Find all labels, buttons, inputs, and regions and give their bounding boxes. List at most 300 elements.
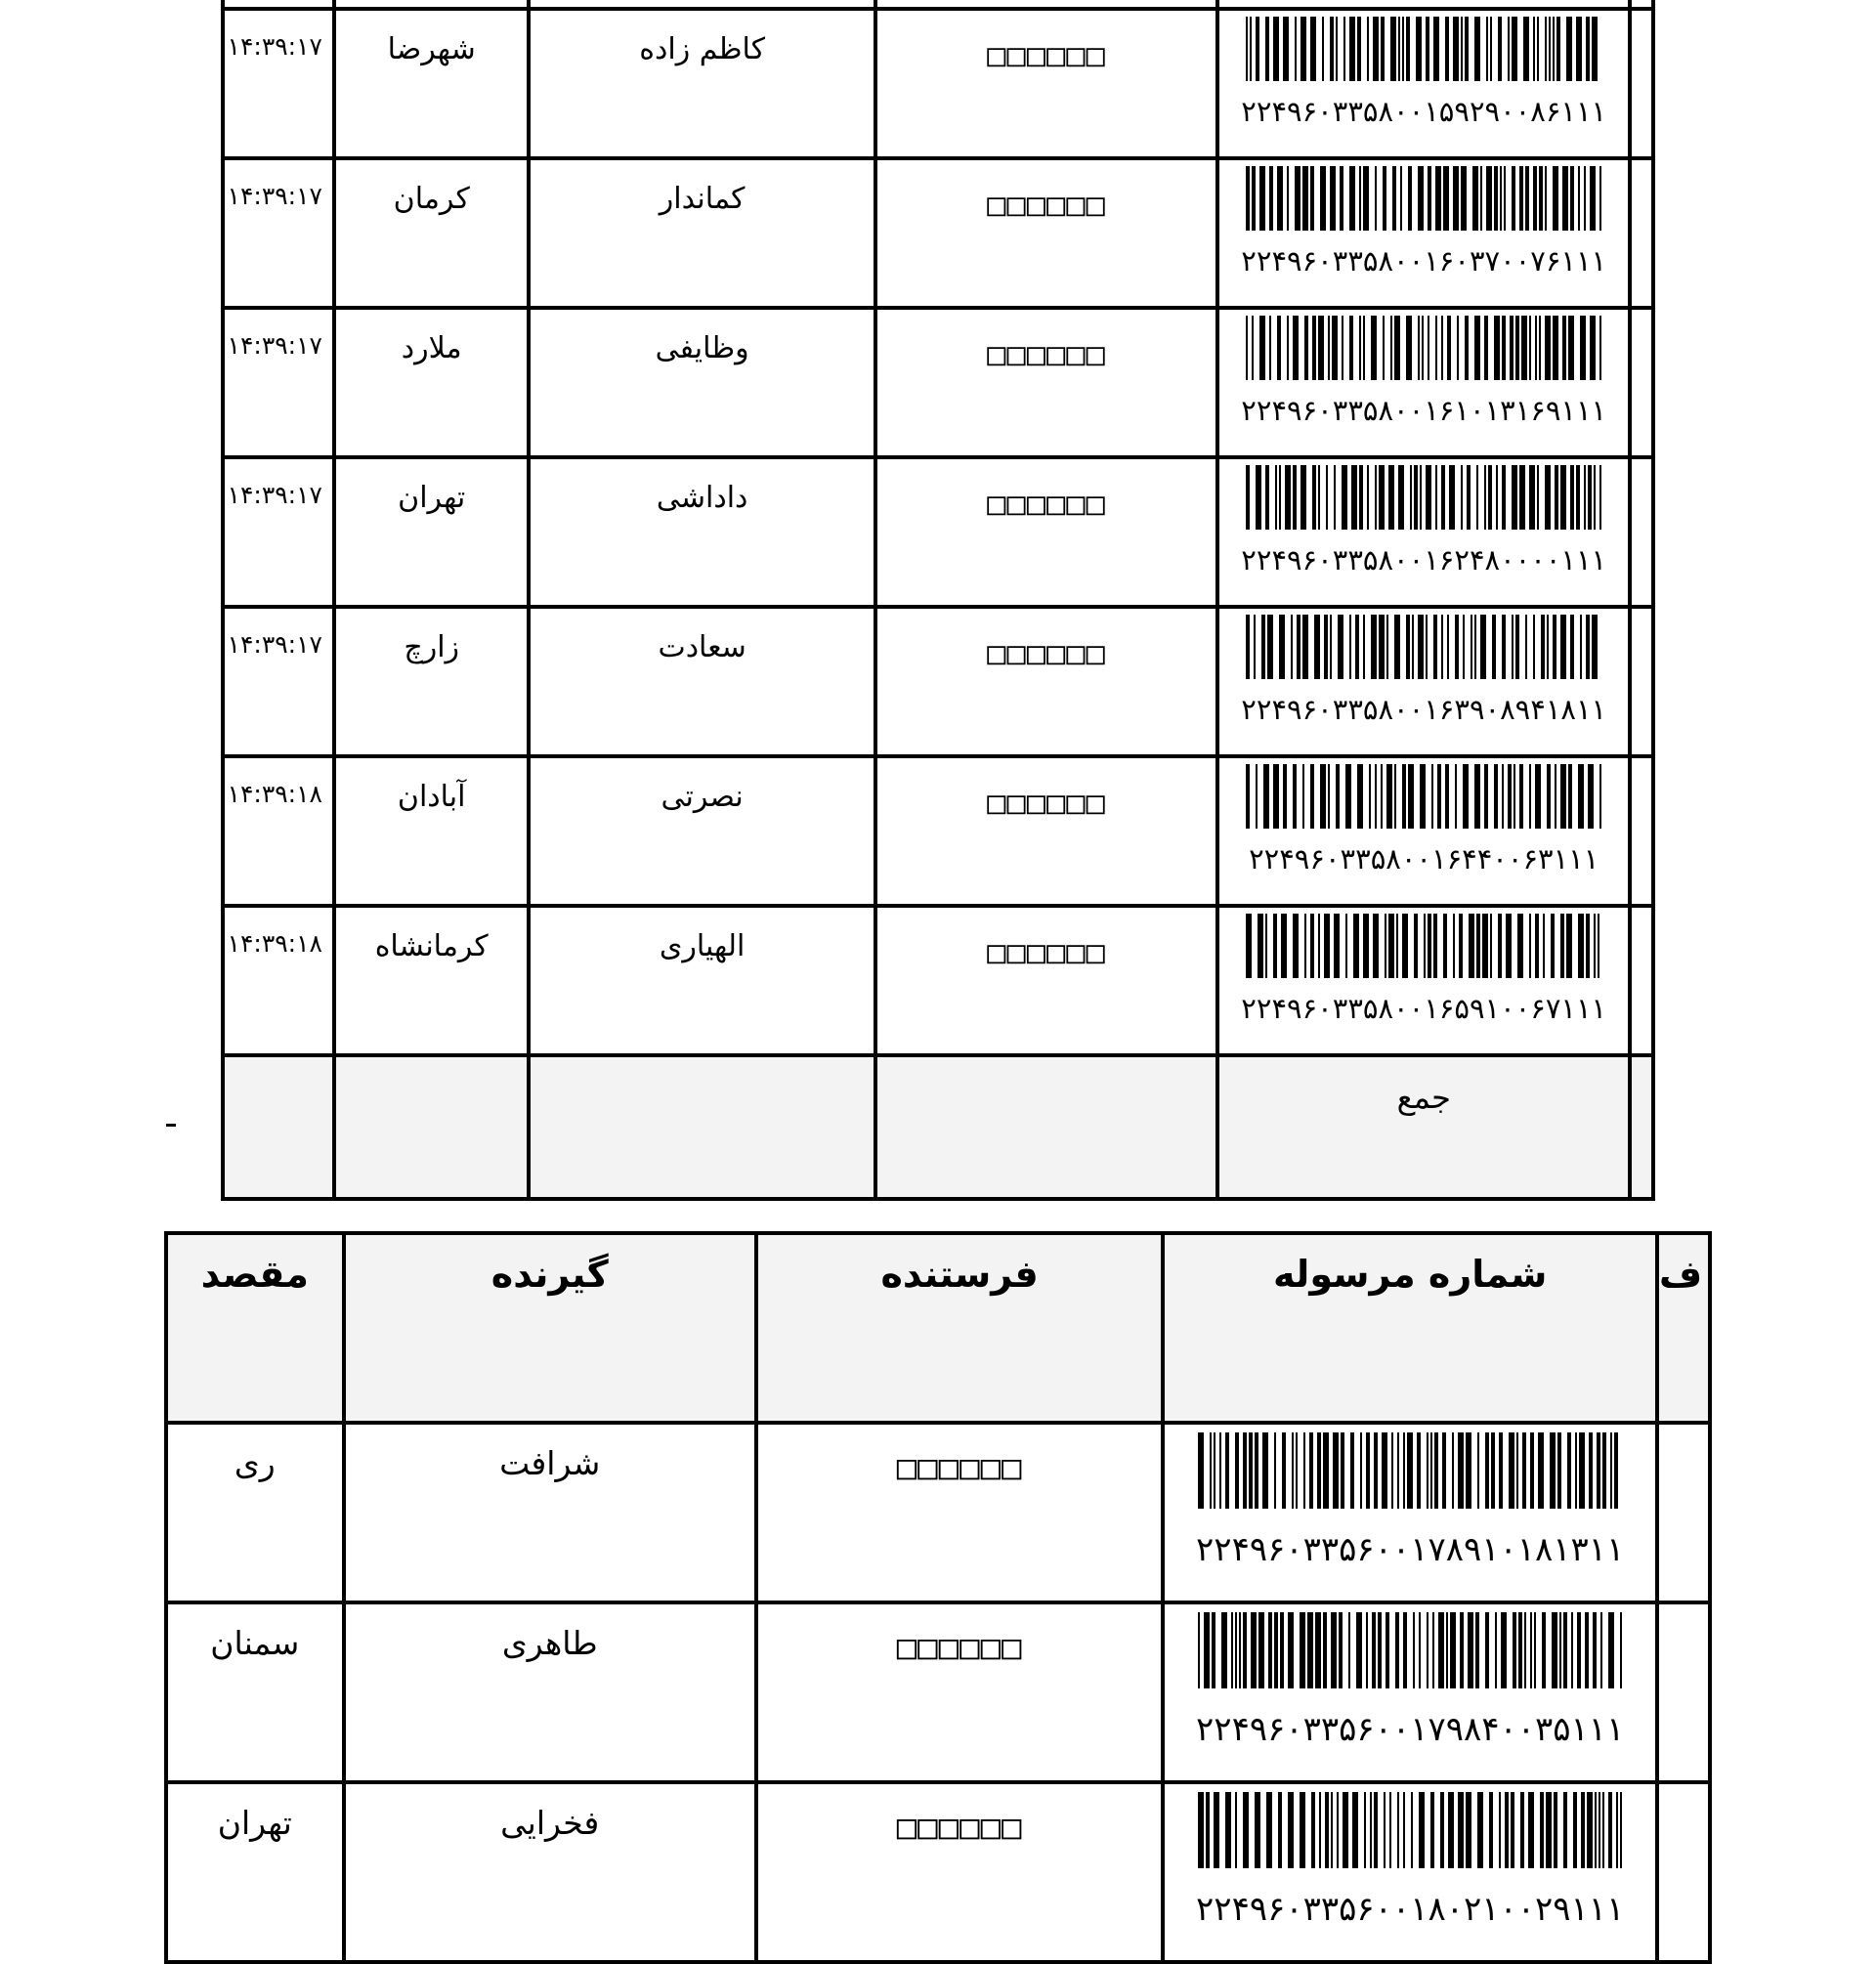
tracking-number: ۲۲۴۹۶۰۳۳۵۸۰۰۱۶۲۴۸۰۰۰۰۱۱۱	[1241, 543, 1607, 576]
barcode-bar	[1512, 17, 1517, 81]
destination-value-cell	[334, 756, 529, 906]
barcode-bar	[1480, 166, 1482, 231]
barcode-bar	[1274, 1432, 1276, 1509]
barcode-bar	[1474, 764, 1480, 829]
barcode-bar	[1450, 1612, 1456, 1688]
barcode-bar	[1549, 17, 1551, 81]
barcode-bar	[1559, 1612, 1561, 1688]
barcode-bar	[1250, 17, 1252, 81]
barcode-bar	[1608, 1612, 1614, 1688]
barcode-bar	[1465, 316, 1469, 380]
barcode-bar	[1490, 17, 1492, 81]
barcode-bar	[1543, 914, 1545, 978]
barcode-bar	[1254, 615, 1256, 679]
barcode-bar	[1535, 316, 1537, 380]
barcode-bar	[1575, 1432, 1577, 1509]
barcode-bar	[1578, 764, 1584, 829]
barcode-bar	[1198, 1432, 1204, 1509]
table-row	[223, 457, 1653, 607]
barcode-bar	[1341, 1432, 1344, 1509]
barcode-bar	[1584, 166, 1586, 231]
time-value: ۱۴:۳۹:۱۷	[227, 630, 322, 659]
barcode-bar	[1557, 1432, 1561, 1509]
barcode-bar	[1491, 1432, 1495, 1509]
barcode-bar	[1550, 1432, 1556, 1509]
barcode-bar	[1259, 166, 1265, 231]
empty-cell	[334, 1055, 529, 1199]
barcode-bar	[1433, 615, 1437, 679]
receiver-value-cell	[529, 906, 874, 1055]
barcode-bar	[1467, 465, 1471, 530]
barcode-bar	[1420, 764, 1426, 829]
top-table-fragment	[221, 0, 1655, 1126]
barcode-bar	[1576, 17, 1582, 81]
barcode-bar	[1433, 914, 1437, 978]
barcode-bar	[1274, 1612, 1278, 1688]
barcode-bar	[1593, 1612, 1597, 1688]
barcode-bar	[1359, 166, 1361, 231]
barcode-bar	[1300, 17, 1306, 81]
barcode-bar	[1359, 316, 1361, 380]
barcode-bar	[1403, 1432, 1405, 1509]
barcode-bar	[1590, 316, 1596, 380]
barcode-bar	[1602, 1792, 1604, 1868]
barcode-bar	[1586, 914, 1590, 978]
time-value-cell	[223, 607, 334, 756]
barcode-bar	[1360, 1432, 1362, 1509]
time-value-cell	[223, 308, 334, 457]
barcode-bar	[1324, 914, 1330, 978]
barcode-bar	[1430, 1432, 1432, 1509]
barcode-bar	[1246, 764, 1250, 829]
barcode-bar	[1598, 914, 1599, 978]
barcode-bar	[1563, 1612, 1567, 1688]
tracking-number: ۲۲۴۹۶۰۳۳۵۶۰۰۱۷۸۹۱۰۱۸۱۳۱۱	[1196, 1530, 1625, 1569]
barcode-bar	[1555, 465, 1558, 530]
barcode-bar	[1440, 1792, 1444, 1868]
barcode-bar	[1251, 1612, 1257, 1688]
barcode-bar	[1508, 17, 1510, 81]
barcode-bar	[1585, 1612, 1589, 1688]
barcode-bar	[1529, 914, 1531, 978]
barcode-bar	[1490, 914, 1492, 978]
barcode-bar	[1386, 615, 1388, 679]
barcode-bar	[1463, 615, 1465, 679]
barcode-bar	[1287, 316, 1289, 380]
table-row	[223, 158, 1653, 308]
header-sender: فرستنده	[756, 1233, 1164, 1423]
barcode-bar	[1505, 1792, 1509, 1868]
barcode-bar	[1277, 166, 1283, 231]
barcode-bar	[1495, 1612, 1497, 1688]
barcode-bar	[1419, 1612, 1421, 1688]
barcode-bar	[1476, 465, 1478, 530]
barcode-graphic	[1246, 17, 1601, 81]
barcode-bar	[1446, 1612, 1448, 1688]
barcode-bar	[1408, 764, 1414, 829]
barcode-bar	[1221, 1612, 1227, 1688]
barcode-bar	[1408, 166, 1412, 231]
barcode-bar	[1353, 914, 1359, 978]
barcode-bar	[1545, 465, 1551, 530]
barcode-bar	[1461, 17, 1463, 81]
barcode-bar	[1414, 465, 1418, 530]
barcode-bar	[1502, 465, 1506, 530]
sender-value: □□□□□□	[987, 186, 1106, 223]
barcode-bar	[1537, 465, 1539, 530]
barcode-bar	[1533, 166, 1537, 231]
destination-value-cell	[334, 607, 529, 756]
barcode-bar	[1568, 316, 1574, 380]
barcode-bar	[1390, 17, 1396, 81]
barcode-bar	[1484, 764, 1488, 829]
barcode-bar	[1375, 764, 1377, 829]
barcode-bar	[1477, 1792, 1483, 1868]
time-value-cell	[223, 756, 334, 906]
barcode-bar	[1502, 615, 1506, 679]
tracking-number: ۲۲۴۹۶۰۳۳۵۸۰۰۱۶۰۳۷۰۰۷۶۱۱۱	[1241, 244, 1607, 278]
destination-value: کرمان	[393, 182, 470, 216]
receiver-value-cell	[529, 607, 874, 756]
barcode-bar	[1352, 1792, 1358, 1868]
destination-value-cell	[334, 158, 529, 308]
barcode-bar	[1210, 1432, 1212, 1509]
barcode-bar	[1441, 465, 1445, 530]
barcode-bar	[1374, 1792, 1378, 1868]
barcode-bar	[1413, 1612, 1415, 1688]
barcode-bar	[1406, 17, 1410, 81]
barcode-bar	[1256, 465, 1261, 530]
barcode-bar	[1282, 1432, 1286, 1509]
barcode-bar	[1343, 1792, 1348, 1868]
table-row	[223, 607, 1653, 756]
barcode-bar	[1385, 914, 1386, 978]
barcode-bar	[1453, 166, 1459, 231]
barcode-bar	[1589, 1432, 1593, 1509]
barcode-bar	[1402, 17, 1404, 81]
barcode-bar	[1383, 316, 1385, 380]
barcode-bar	[1432, 1612, 1434, 1688]
tracking-cell	[1217, 906, 1630, 1055]
empty-cell	[334, 0, 529, 9]
barcode-bar	[1452, 1432, 1454, 1509]
barcode-bar	[1547, 615, 1549, 679]
barcode-bar	[1553, 316, 1558, 380]
barcode-bar	[1434, 1432, 1438, 1509]
barcode-bar	[1461, 465, 1463, 530]
barcode-bar	[1334, 465, 1336, 530]
barcode-bar	[1576, 465, 1580, 530]
barcode-bar	[1395, 1612, 1399, 1688]
barcode-graphic	[1246, 615, 1601, 679]
barcode-bar	[1279, 465, 1281, 530]
barcode-bar	[1610, 1432, 1612, 1509]
barcode-bar	[1553, 615, 1556, 679]
barcode-bar	[1273, 914, 1277, 978]
barcode-bar	[1330, 166, 1336, 231]
barcode-bar	[1537, 17, 1539, 81]
table-row	[223, 308, 1653, 457]
barcode-bar	[1502, 764, 1504, 829]
barcode-bar	[1457, 316, 1459, 380]
receiver-value: وظایفی	[655, 331, 749, 365]
barcode-bar	[1310, 166, 1314, 231]
barcode-bar	[1252, 166, 1256, 231]
barcode-bar	[1422, 316, 1424, 380]
barcode-bar	[1509, 1432, 1514, 1509]
barcode-bar	[1553, 166, 1558, 231]
barcode-bar	[1397, 1792, 1399, 1868]
barcode-bar	[1333, 1432, 1339, 1509]
barcode-bar	[1267, 615, 1273, 679]
barcode-bar	[1331, 1612, 1337, 1688]
barcode-bar	[1350, 1432, 1354, 1509]
destination-value: تهران	[398, 481, 466, 515]
barcode-graphic	[1198, 1612, 1622, 1688]
barcode-bar	[1400, 166, 1402, 231]
barcode-bar	[1312, 316, 1316, 380]
barcode-graphic	[1246, 764, 1601, 829]
receiver-value: طاهری	[501, 1624, 598, 1662]
barcode-bar	[1486, 17, 1488, 81]
barcode-bar	[1494, 316, 1500, 380]
barcode-bar	[1407, 1432, 1413, 1509]
barcode-bar	[1302, 166, 1308, 231]
barcode-bar	[1273, 764, 1279, 829]
barcode-bar	[1518, 1612, 1522, 1688]
destination-value: زارچ	[404, 630, 460, 664]
barcode-bar	[1379, 465, 1385, 530]
empty-cell	[875, 1055, 1218, 1199]
tracking-cell	[1217, 9, 1630, 158]
barcode-bar	[1460, 1612, 1464, 1688]
shipment-table-bottom	[164, 1231, 1712, 1964]
barcode-bar	[1428, 914, 1431, 978]
barcode-bar	[1560, 615, 1566, 679]
barcode-bar	[1296, 1432, 1298, 1509]
barcode-bar	[1288, 1792, 1294, 1868]
barcode-bar	[1588, 764, 1594, 829]
barcode-bar	[1402, 764, 1406, 829]
receiver-value-cell	[529, 308, 874, 457]
barcode-bar	[1355, 615, 1359, 679]
barcode-bar	[1304, 914, 1306, 978]
empty-cell	[1630, 9, 1653, 158]
barcode-bar	[1382, 1432, 1387, 1509]
receiver-value: شرافت	[499, 1444, 601, 1482]
barcode-bar	[1545, 166, 1547, 231]
barcode-bar	[1594, 914, 1596, 978]
barcode-bar	[1345, 914, 1347, 978]
receiver-value: الهیاری	[659, 929, 746, 963]
barcode-bar	[1449, 465, 1455, 530]
empty-cell	[529, 1055, 874, 1199]
barcode-bar	[1512, 465, 1517, 530]
barcode-bar	[1477, 1432, 1479, 1509]
barcode-bar	[1359, 465, 1363, 530]
barcode-bar	[1480, 615, 1486, 679]
barcode-bar	[1388, 465, 1394, 530]
barcode-bar	[1300, 1612, 1305, 1688]
barcode-bar	[1475, 1612, 1479, 1688]
barcode-bar	[1530, 1432, 1534, 1509]
barcode-bar	[1383, 166, 1386, 231]
barcode-bar	[1261, 615, 1265, 679]
barcode-bar	[1283, 764, 1287, 829]
empty-cell	[529, 0, 874, 9]
barcode-bar	[1568, 764, 1572, 829]
barcode-graphic	[1246, 465, 1601, 530]
barcode-bar	[1441, 316, 1443, 380]
barcode-bar	[1293, 914, 1299, 978]
barcode-bar	[1317, 1432, 1321, 1509]
barcode-bar	[1320, 764, 1326, 829]
barcode-bar	[1293, 465, 1297, 530]
barcode-bar	[1225, 1432, 1229, 1509]
receiver-value-cell	[529, 457, 874, 607]
barcode-bar	[1371, 316, 1377, 380]
barcode-bar	[1437, 764, 1441, 829]
barcode-bar	[1485, 1612, 1489, 1688]
empty-cell	[1657, 1423, 1710, 1602]
table-row	[223, 906, 1653, 1055]
barcode-bar	[1594, 465, 1596, 530]
barcode-bar	[1285, 465, 1291, 530]
barcode-bar	[1336, 17, 1338, 81]
barcode-bar	[1525, 166, 1529, 231]
barcode-bar	[1529, 465, 1535, 530]
barcode-bar	[1595, 1792, 1597, 1868]
barcode-bar	[1511, 1792, 1514, 1868]
barcode-bar	[1474, 316, 1480, 380]
barcode-bar	[1398, 17, 1400, 81]
barcode-bar	[1375, 465, 1377, 530]
barcode-bar	[1300, 465, 1306, 530]
barcode-bar	[1556, 17, 1560, 81]
barcode-bar	[1416, 17, 1422, 81]
barcode-bar	[1539, 316, 1541, 380]
barcode-bar	[1430, 1792, 1434, 1868]
tracking-number: ۲۲۴۹۶۰۳۳۵۶۰۰۱۷۹۸۴۰۰۳۵۱۱۱	[1196, 1710, 1625, 1749]
barcode-bar	[1214, 1792, 1219, 1868]
receiver-value: نصرتی	[661, 780, 744, 814]
table-row	[166, 1602, 1710, 1782]
tracking-number: ۲۲۴۹۶۰۳۳۵۸۰۰۱۶۱۰۱۳۱۶۹۱۱۱	[1241, 394, 1607, 427]
barcode-bar	[1291, 615, 1293, 679]
barcode-bar	[1545, 17, 1547, 81]
barcode-bar	[1293, 764, 1297, 829]
barcode-bar	[1255, 1792, 1260, 1868]
barcode-bar	[1445, 17, 1449, 81]
barcode-bar	[1465, 17, 1469, 81]
barcode-bar	[1403, 1792, 1405, 1868]
sender-value: □□□□□□	[896, 1808, 1023, 1847]
barcode-bar	[1474, 615, 1476, 679]
sender-value: □□□□□□	[987, 335, 1106, 372]
barcode-bar	[1280, 1612, 1284, 1688]
barcode-bar	[1255, 1432, 1258, 1509]
barcode-bar	[1281, 914, 1287, 978]
barcode-bar	[1275, 465, 1277, 530]
barcode-bar	[1278, 1792, 1282, 1868]
barcode-bar	[1592, 615, 1598, 679]
barcode-bar	[1427, 1432, 1428, 1509]
receiver-value-cell	[529, 756, 874, 906]
barcode-bar	[1345, 764, 1351, 829]
barcode-bar	[1310, 17, 1316, 81]
barcode-bar	[1566, 17, 1572, 81]
barcode-bar	[1381, 17, 1385, 81]
barcode-bar	[1386, 1612, 1389, 1688]
empty-cell	[1630, 607, 1653, 756]
barcode-bar	[1379, 615, 1385, 679]
barcode-bar	[1538, 1432, 1544, 1509]
barcode-bar	[1453, 17, 1459, 81]
barcode-bar	[1391, 1432, 1393, 1509]
empty-cell	[1630, 756, 1653, 906]
barcode-bar	[1554, 1792, 1557, 1868]
barcode-bar	[1279, 615, 1285, 679]
barcode-bar	[1570, 166, 1574, 231]
barcode-bar	[1320, 166, 1326, 231]
barcode-bar	[1535, 764, 1541, 829]
barcode-bar	[1349, 17, 1355, 81]
barcode-bar	[1486, 166, 1492, 231]
barcode-bar	[1318, 465, 1320, 530]
destination-value: ری	[234, 1444, 276, 1482]
header-destination: مقصد	[166, 1233, 344, 1423]
barcode-bar	[1489, 1792, 1493, 1868]
barcode-bar	[1547, 764, 1551, 829]
destination-value-cell	[334, 457, 529, 607]
barcode-bar	[1469, 914, 1474, 978]
destination-value-cell	[166, 1423, 344, 1602]
barcode-bar	[1520, 1792, 1524, 1868]
barcode-bar	[1263, 764, 1269, 829]
barcode-bar	[1616, 1792, 1618, 1868]
barcode-bar	[1366, 1612, 1368, 1688]
barcode-bar	[1417, 1432, 1421, 1509]
barcode-bar	[1334, 914, 1340, 978]
sender-value: □□□□□□	[987, 634, 1106, 671]
barcode-bar	[1496, 465, 1498, 530]
empty-cell	[1630, 906, 1653, 1055]
tracking-cell	[1163, 1423, 1657, 1602]
barcode-bar	[1426, 465, 1431, 530]
barcode-bar	[1443, 914, 1447, 978]
time-value-cell	[223, 9, 334, 158]
barcode-bar	[1552, 1612, 1557, 1688]
barcode-bar	[1420, 465, 1422, 530]
receiver-value-cell	[529, 9, 874, 158]
barcode-bar	[1435, 465, 1437, 530]
barcode-bar	[1326, 465, 1328, 530]
barcode-bar	[1343, 17, 1345, 81]
barcode-bar	[1330, 17, 1334, 81]
barcode-bar	[1269, 316, 1271, 380]
barcode-bar	[1445, 764, 1449, 829]
time-value-cell	[223, 158, 334, 308]
barcode-bar	[1530, 1612, 1532, 1688]
barcode-bar	[1249, 1432, 1253, 1509]
barcode-bar	[1397, 1432, 1399, 1509]
barcode-bar	[1519, 764, 1523, 829]
barcode-bar	[1348, 1612, 1350, 1688]
barcode-bar	[1318, 914, 1320, 978]
barcode-bar	[1243, 1612, 1247, 1688]
sender-value-cell	[875, 158, 1218, 308]
barcode-bar	[1534, 1612, 1536, 1688]
